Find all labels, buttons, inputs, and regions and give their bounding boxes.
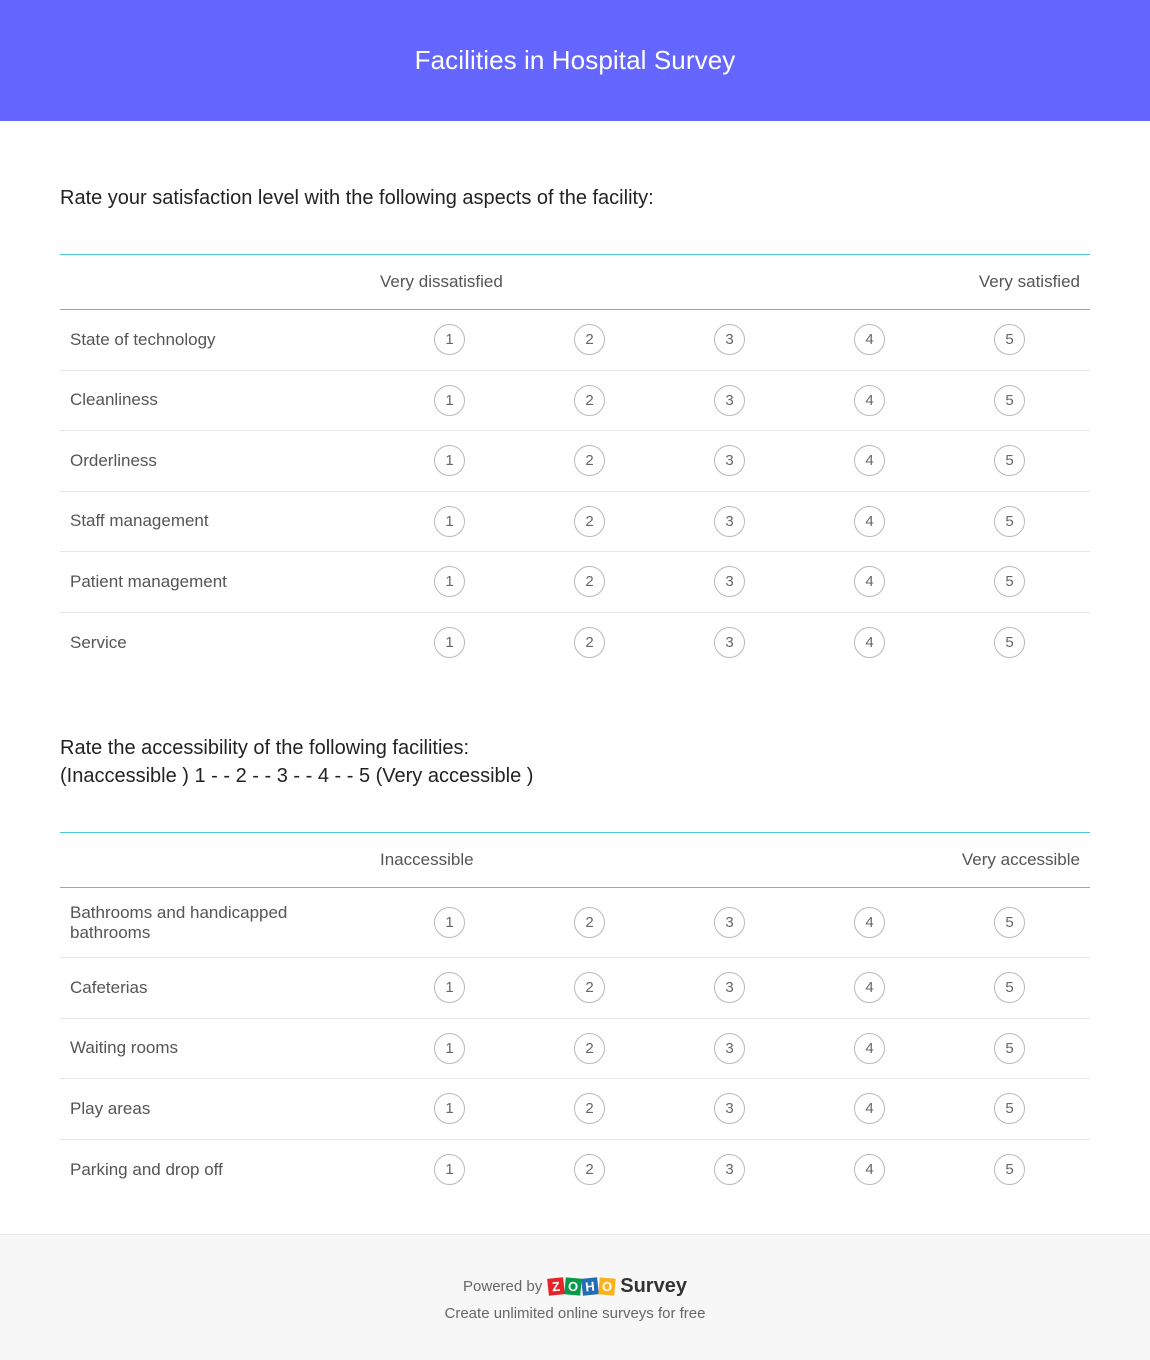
question-accessibility: [60, 734, 533, 790]
satisfaction-matrix: [60, 254, 1090, 673]
rating-option-2[interactable]: 2: [574, 627, 605, 658]
survey-header: [0, 0, 1150, 121]
rating-option-3[interactable]: 3: [714, 972, 745, 1003]
rating-option-1[interactable]: 1: [434, 972, 465, 1003]
row-label: Cleanliness: [70, 390, 158, 410]
row-label: Cafeterias: [70, 977, 148, 997]
rating-option-3[interactable]: 3: [714, 1093, 745, 1124]
rating-option-4[interactable]: 4: [854, 1033, 885, 1064]
row-label: Waiting rooms: [70, 1038, 179, 1058]
matrix-row: [60, 431, 1090, 492]
matrix-row: [60, 310, 1090, 371]
powered-by-text: Powered by: [463, 1278, 543, 1295]
row-label: Service: [70, 632, 127, 652]
survey-title: Facilities in Hospital Survey: [414, 45, 736, 75]
rating-option-4[interactable]: 4: [854, 324, 885, 355]
rating-option-5[interactable]: 5: [994, 445, 1025, 476]
survey-brand-word[interactable]: Survey: [620, 1275, 687, 1297]
matrix-row: [60, 888, 1090, 958]
rating-option-4[interactable]: 4: [854, 627, 885, 658]
rating-option-5[interactable]: 5: [994, 627, 1025, 658]
scale-left-label: Very dissatisfied: [380, 272, 503, 291]
rating-option-1[interactable]: 1: [434, 385, 465, 416]
rating-option-2[interactable]: 2: [574, 1093, 605, 1124]
rating-option-4[interactable]: 4: [854, 907, 885, 938]
rating-option-4[interactable]: 4: [854, 1093, 885, 1124]
rating-option-2[interactable]: 2: [574, 972, 605, 1003]
rating-option-5[interactable]: 5: [994, 324, 1025, 355]
rating-option-4[interactable]: 4: [854, 972, 885, 1003]
rating-option-4[interactable]: 4: [854, 445, 885, 476]
zoho-logo-letter: O: [599, 1277, 616, 1295]
row-label: Staff management: [70, 511, 209, 531]
rating-option-2[interactable]: 2: [574, 324, 605, 355]
rating-option-1[interactable]: 1: [434, 506, 465, 537]
rating-option-1[interactable]: 1: [434, 1033, 465, 1064]
question-satisfaction: Rate your satisfaction level with the following aspects of the facility:: [60, 187, 654, 209]
question-accessibility-line2: (Inaccessible ) 1 - - 2 - - 3 - - 4 - - 5 (Very accessible ): [60, 765, 534, 787]
rating-option-5[interactable]: 5: [994, 566, 1025, 597]
rating-option-1[interactable]: 1: [434, 324, 465, 355]
rating-option-4[interactable]: 4: [854, 506, 885, 537]
rating-option-2[interactable]: 2: [574, 1033, 605, 1064]
rating-option-5[interactable]: 5: [994, 1033, 1025, 1064]
matrix-row: [60, 958, 1090, 1019]
rating-option-3[interactable]: 3: [714, 627, 745, 658]
scale-left-label: Inaccessible: [380, 850, 474, 869]
zoho-logo[interactable]: [548, 1278, 616, 1295]
footer-tagline[interactable]: Create unlimited online surveys for free: [444, 1305, 706, 1322]
zoho-logo-letter: O: [565, 1277, 582, 1295]
rating-option-5[interactable]: 5: [994, 506, 1025, 537]
rating-option-3[interactable]: 3: [714, 324, 745, 355]
accessibility-matrix: [60, 832, 1090, 1200]
rating-option-3[interactable]: 3: [714, 506, 745, 537]
matrix-row: [60, 1019, 1090, 1080]
scale-header: [60, 832, 1090, 888]
rating-option-5[interactable]: 5: [994, 972, 1025, 1003]
rating-option-1[interactable]: 1: [434, 1093, 465, 1124]
rating-option-4[interactable]: 4: [854, 566, 885, 597]
row-label: Parking and drop off: [70, 1159, 223, 1179]
matrix-row: [60, 492, 1090, 553]
rating-option-2[interactable]: 2: [574, 385, 605, 416]
rating-option-3[interactable]: 3: [714, 445, 745, 476]
rating-option-3[interactable]: 3: [714, 566, 745, 597]
row-label: Orderliness: [70, 450, 157, 470]
rating-option-1[interactable]: 1: [434, 566, 465, 597]
rating-option-2[interactable]: 2: [574, 907, 605, 938]
rating-option-5[interactable]: 5: [994, 907, 1025, 938]
scale-header: [60, 254, 1090, 310]
matrix-row: [60, 371, 1090, 432]
rating-option-4[interactable]: 4: [854, 385, 885, 416]
scale-right-label: Very accessible: [961, 850, 1080, 869]
matrix-row: [60, 1079, 1090, 1140]
rating-option-1[interactable]: 1: [434, 445, 465, 476]
zoho-logo-letter: Z: [547, 1277, 565, 1296]
rating-option-1[interactable]: 1: [434, 907, 465, 938]
rating-option-5[interactable]: 5: [994, 1093, 1025, 1124]
zoho-logo-letter: H: [581, 1277, 599, 1296]
rating-option-1[interactable]: 1: [434, 1154, 465, 1185]
row-label: State of technology: [70, 329, 216, 349]
row-label: Play areas: [70, 1098, 151, 1118]
row-label: Patient management: [70, 571, 227, 591]
rating-option-2[interactable]: 2: [574, 506, 605, 537]
rating-option-5[interactable]: 5: [994, 1154, 1025, 1185]
matrix-row: [60, 613, 1090, 674]
rating-option-3[interactable]: 3: [714, 385, 745, 416]
rating-option-2[interactable]: 2: [574, 566, 605, 597]
question-accessibility-line1: Rate the accessibility of the following facilities:: [60, 737, 470, 759]
row-label: Bathrooms and handicapped bathrooms: [70, 902, 288, 942]
rating-option-1[interactable]: 1: [434, 627, 465, 658]
powered-by-line: [0, 1275, 1150, 1298]
scale-right-label: Very satisfied: [978, 272, 1080, 291]
rating-option-5[interactable]: 5: [994, 385, 1025, 416]
rating-option-4[interactable]: 4: [854, 1154, 885, 1185]
matrix-row: [60, 552, 1090, 613]
rating-option-2[interactable]: 2: [574, 445, 605, 476]
rating-option-3[interactable]: 3: [714, 907, 745, 938]
footer: [0, 1234, 1150, 1360]
rating-option-3[interactable]: 3: [714, 1154, 745, 1185]
matrix-row: [60, 1140, 1090, 1201]
rating-option-2[interactable]: 2: [574, 1154, 605, 1185]
rating-option-3[interactable]: 3: [714, 1033, 745, 1064]
